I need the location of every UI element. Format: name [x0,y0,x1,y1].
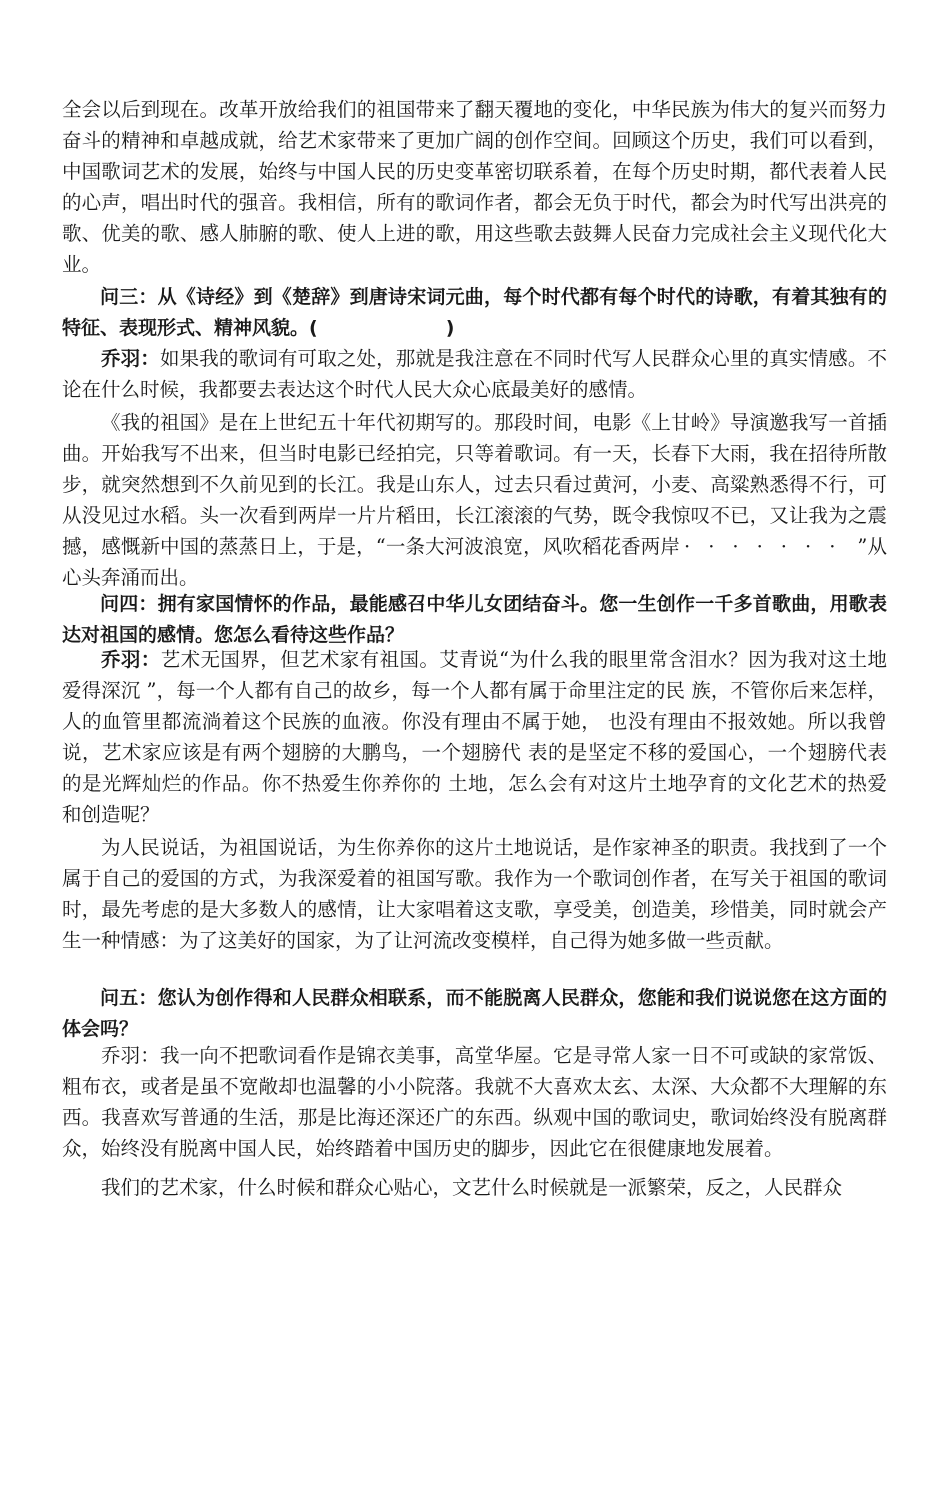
answer-3-speaker: 乔羽： [101,347,160,370]
answer-4-text: 艺术无国界，但艺术家有祖国。艾青说“为什么我的眼里常含泪水？因为我对这土地爱得深沉 ”，每一个人都有自己的故乡，每一个人都有属于命里注定的民 族，不管你后来怎样，人的血管里都流淌着这个民族的血液。你没有理由不属于她， 也没有理由不报效她。所以我曾说，艺术家应该是有两个翅膀的大鹏鸟，一个翅膀代 表的是坚定不移的爱国心，一个翅膀代表的是光辉灿烂的作品。你不热爱生你养你的 土地，怎么会有对这片土地孕育的文化艺术的热爱和创造呢？ [62,648,887,826]
answer-5 [62,1040,887,1203]
answer-3-text: 如果我的歌词有可取之处，那就是我注意在不同时代写人民群众心里的真实情感。不论在什么时候，我都要去表达这个时代人民大众心底最美好的感情。 [62,347,887,401]
question-5 [62,983,887,1045]
question-3-close: ) [445,317,455,339]
question-5-text: 问五：您认为创作得和人民群众相联系，而不能脱离人民群众，您能和我们说说您在这方面的体会吗？ [62,987,887,1040]
question-3-text: 问三：从《诗经》到《楚辞》到唐诗宋词元曲，每个时代都有每个时代的诗歌，有着其独有的特征、表现形式、精神风貌。( [62,286,887,339]
answer-3 [62,343,887,593]
answer-4 [62,644,887,956]
question-4 [62,589,887,651]
question-3 [62,282,887,344]
question-4-text: 问四：拥有家国情怀的作品，最能感召中华儿女团结奋斗。您一生创作一千多首歌曲，用歌表达对祖国的感情。您怎么看待这些作品？ [62,593,887,646]
opening-text: 全会以后到现在。改革开放给我们的祖国带来了翻天覆地的变化，中华民族为伟大的复兴而努力奋斗的精神和卓越成就，给艺术家带来了更加广阔的创作空间。回顾这个历史，我们可以看到，中国歌词艺术的发展，始终与中国人民的历史变革密切联系着，在每个历史时期，都代表着人民的心声，唱出时代的强音。我相信，所有的歌词作者，都会无负于时代，都会为时代写出洪亮的歌、优美的歌、感人肺腑的歌、使人上进的歌，用这些歌去鼓舞人民奋力完成社会主义现代化大业。 [62,98,887,276]
ellipsis-dots: ······· [684,535,854,558]
answer-5-text: 乔羽：我一向不把歌词看作是锦衣美事，高堂华屋。它是寻常人家一日不可或缺的家常饭、粗布衣，或者是虽不宽敞却也温馨的小小院落。我就不大喜欢太玄、太深、大众都不大理解的东西。我喜欢写普通的生活，那是比海还深还广的东西。纵观中国的歌词史，歌词始终没有脱离群众，始终没有脱离中国人民，始终踏着中国历史的脚步，因此它在很健康地发展着。 [62,1044,887,1160]
opening-paragraph [62,94,887,280]
answer-3-paragraph-2-end: ”从心头奔涌而出。 [62,535,887,589]
answer-4-speaker: 乔羽： [101,648,161,671]
answer-4-paragraph-2: 为人民说话，为祖国说话，为生你养你的这片土地说话，是作家神圣的职责。我找到了一个属于自己的爱国的方式，为我深爱着的祖国写歌。我作为一个歌词创作者，在写关于祖国的歌词时，最先考虑的是大多数人的感情，让大家唱着这支歌，享受美，创造美，珍惜美，同时就会产生一种情感：为了这美好的国家，为了让河流改变模样，自己得为她多做一些贡献。 [62,836,887,952]
answer-3-paragraph-2: 《我的祖国》是在上世纪五十年代初期写的。那段时间，电影《上甘岭》导演邀我写一首插曲。开始我写不出来，但当时电影已经拍完，只等着歌词。有一天，长春下大雨，我在招待所散步，就突然想到不久前见到的长江。我是山东人，过去只看过黄河，小麦、高粱熟悉得不行，可从没见过水稻。头一次看到两岸一片片稻田，长江滚滚的气势，既令我惊叹不已，又让我为之震撼，感慨新中国的蒸蒸日上，于是，“一条大河波浪宽，风吹稻花香两岸 [62,411,887,558]
answer-5-paragraph-2: 我们的艺术家，什么时候和群众心贴心，文艺什么时候就是一派繁荣，反之，人民群众 [101,1176,843,1199]
